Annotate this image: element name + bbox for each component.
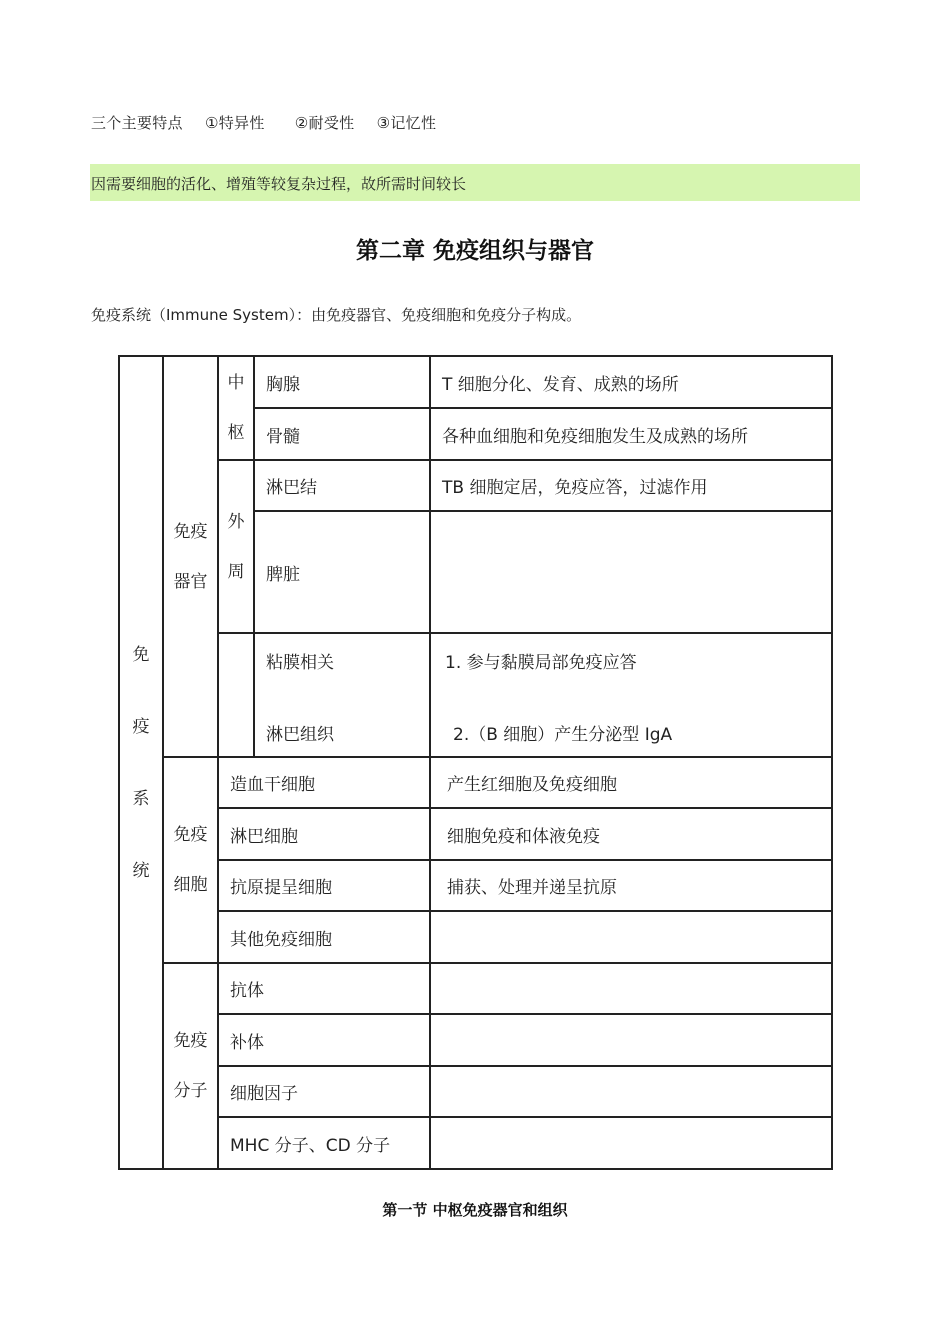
thymus-name: 胸腺 [254, 356, 430, 408]
malt-name: 粘膜相关 淋巴组织 [254, 633, 430, 757]
lymph-node-desc: TB 细胞定居，免疫应答，过滤作用 [430, 460, 832, 511]
feature-tolerance: ②耐受性 [294, 114, 355, 132]
feature-memory: ③记忆性 [376, 114, 437, 132]
immune-molecules-label: 免疫 分子 [163, 963, 218, 1169]
features-prefix: 三个主要特点 [91, 114, 183, 132]
molecule-name: 补体 [218, 1014, 430, 1066]
molecule-desc [430, 963, 832, 1014]
lymph-node-name: 淋巴结 [254, 460, 430, 511]
immune-system-table [118, 355, 833, 1170]
section-title: 第一节 中枢免疫器官和组织 [382, 1201, 568, 1219]
table-row [119, 1117, 832, 1169]
table-row [119, 860, 832, 911]
cell-name: 淋巴细胞 [218, 808, 430, 860]
features-line [91, 112, 436, 133]
highlighted-note-text: 因需要细胞的活化、增殖等较复杂过程，故所需时间较长 [91, 175, 467, 193]
cell-desc [430, 911, 832, 963]
spleen-name: 脾脏 [254, 511, 430, 633]
molecule-name: MHC 分子、CD 分子 [218, 1117, 430, 1169]
table-row [119, 356, 832, 408]
peripheral-label: 外 周 [218, 460, 254, 633]
cell-desc: 捕获、处理并递呈抗原 [430, 860, 832, 911]
immune-system-label: 免 疫 系 统 [119, 356, 163, 1169]
molecule-desc [430, 1014, 832, 1066]
molecule-desc [430, 1117, 832, 1169]
table-row [119, 911, 832, 963]
cell-desc: 细胞免疫和体液免疫 [430, 808, 832, 860]
central-label: 中 枢 [218, 356, 254, 460]
marrow-name: 骨髓 [254, 408, 430, 460]
molecule-name: 细胞因子 [218, 1066, 430, 1117]
cell-name: 抗原提呈细胞 [218, 860, 430, 911]
feature-specificity: ①特异性 [204, 114, 265, 132]
table-row [119, 633, 832, 757]
cell-name: 其他免疫细胞 [218, 911, 430, 963]
table-row [119, 1066, 832, 1117]
malt-desc: 1. 参与黏膜局部免疫应答 2.（B 细胞）产生分泌型 IgA [430, 633, 832, 757]
table-row [119, 963, 832, 1014]
marrow-desc: 各种血细胞和免疫细胞发生及成熟的场所 [430, 408, 832, 460]
immune-cells-label: 免疫 细胞 [163, 757, 218, 963]
chapter-title: 第二章 免疫组织与器官 [355, 238, 594, 264]
molecule-desc [430, 1066, 832, 1117]
cell-name: 造血干细胞 [218, 757, 430, 808]
table-row [119, 1014, 832, 1066]
molecule-name: 抗体 [218, 963, 430, 1014]
table-row [119, 808, 832, 860]
thymus-desc: T 细胞分化、发育、成熟的场所 [430, 356, 832, 408]
cell-desc: 产生红细胞及免疫细胞 [430, 757, 832, 808]
empty-cell [218, 633, 254, 757]
spleen-desc [430, 511, 832, 633]
intro-text: 免疫系统（Immune System）：由免疫器官、免疫细胞和免疫分子构成。 [91, 306, 582, 324]
highlighted-note [90, 164, 860, 201]
table-row [119, 757, 832, 808]
table-row [119, 460, 832, 511]
immune-organs-label: 免疫 器官 [163, 356, 218, 757]
